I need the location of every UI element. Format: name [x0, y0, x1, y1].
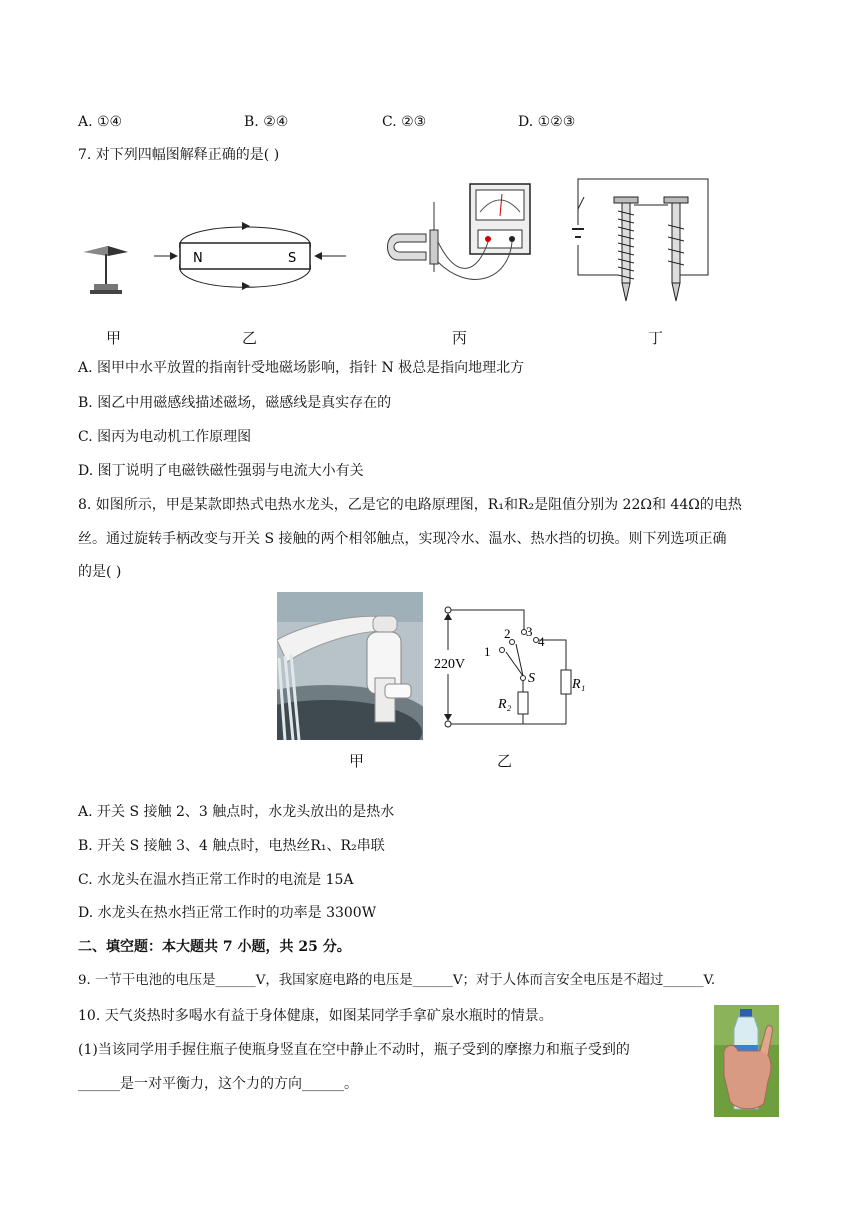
contact-3-label: 3: [526, 624, 533, 639]
galvanometer-figure: [378, 182, 538, 292]
q8-option-c: C. 水龙头在温水挡正常工作时的电流是 15A: [78, 872, 354, 888]
contact-2-label: 2: [504, 626, 511, 641]
q7-caption-bing: 丙: [452, 329, 468, 347]
q7-caption-ding: 丁: [648, 329, 664, 347]
q10-part1-line2: ______是一对平衡力，这个力的方向______。: [78, 1076, 358, 1092]
q6-option-b: B. ②④: [244, 114, 289, 130]
q10-stem: 10. 天气炎热时多喝水有益于身体健康，如图某同学手拿矿泉水瓶时的情景。: [78, 1008, 553, 1024]
contact-4-label: 4: [538, 634, 545, 649]
section-2-heading: 二、填空题：本大题共 7 小题，共 25 分。: [78, 939, 351, 955]
q10-part1-line1: (1)当该同学用手握住瓶子使瓶身竖直在空中静止不动时，瓶子受到的摩擦力和瓶子受到的: [78, 1042, 630, 1058]
q7-caption-jia: 甲: [106, 329, 122, 347]
compass-figure: [80, 240, 130, 300]
q8-caption-jia: 甲: [349, 752, 365, 770]
q8-stem-line1: 8. 如图所示，甲是某款即热式电热水龙头，乙是它的电路原理图，R₁和R₂是阻值分别为 22Ω和 44Ω的电热: [78, 497, 742, 513]
q7-option-c: C. 图丙为电动机工作原理图: [78, 429, 252, 445]
magnet-s-label: S: [288, 251, 297, 266]
q8-stem-line2: 丝。通过旋转手柄改变与开关 S 接触的两个相邻触点，实现冷水、温水、热水挡的切换。则下列选项正确: [78, 531, 727, 547]
water-bottle-photo: [714, 1005, 779, 1117]
q8-option-a: A. 开关 S 接触 2、3 触点时，水龙头放出的是热水: [78, 804, 395, 820]
magnet-n-label: N: [193, 251, 203, 266]
q7-option-d: D. 图丁说明了电磁铁磁性强弱与电流大小有关: [78, 463, 364, 479]
r1-label: R₁: [572, 677, 586, 692]
q9-stem: 9. 一节干电池的电压是______V，我国家庭电路的电压是______V；对于人体而言安全电压是不超过______V.: [78, 973, 716, 988]
q7-option-a: A. 图甲中水平放置的指南针受地磁场影响，指针 N 极总是指向地理北方: [78, 360, 525, 376]
contact-1-label: 1: [484, 644, 491, 659]
q6-option-a: A. ①④: [78, 114, 123, 130]
switch-s-label: S: [528, 671, 535, 686]
q7-option-b: B. 图乙中用磁感线描述磁场，磁感线是真实存在的: [78, 395, 392, 411]
voltage-label: 220V: [434, 657, 466, 672]
electromagnet-figure: [568, 175, 718, 305]
q7-caption-yi: 乙: [242, 329, 258, 347]
q7-stem: 7. 对下列四幅图解释正确的是( ): [78, 147, 280, 163]
bar-magnet-figure: [150, 210, 350, 300]
circuit-diagram: [428, 600, 588, 732]
q8-stem-line3: 的是( ): [78, 564, 122, 580]
q6-option-d: D. ①②③: [518, 114, 576, 130]
q8-option-b: B. 开关 S 接触 3、4 触点时，电热丝R₁、R₂串联: [78, 838, 385, 854]
faucet-photo: [277, 592, 423, 740]
r2-label: R₂: [498, 697, 512, 712]
q8-option-d: D. 水龙头在热水挡正常工作时的功率是 3300W: [78, 905, 377, 921]
q6-option-c: C. ②③: [382, 114, 427, 130]
q8-caption-yi: 乙: [497, 752, 513, 770]
